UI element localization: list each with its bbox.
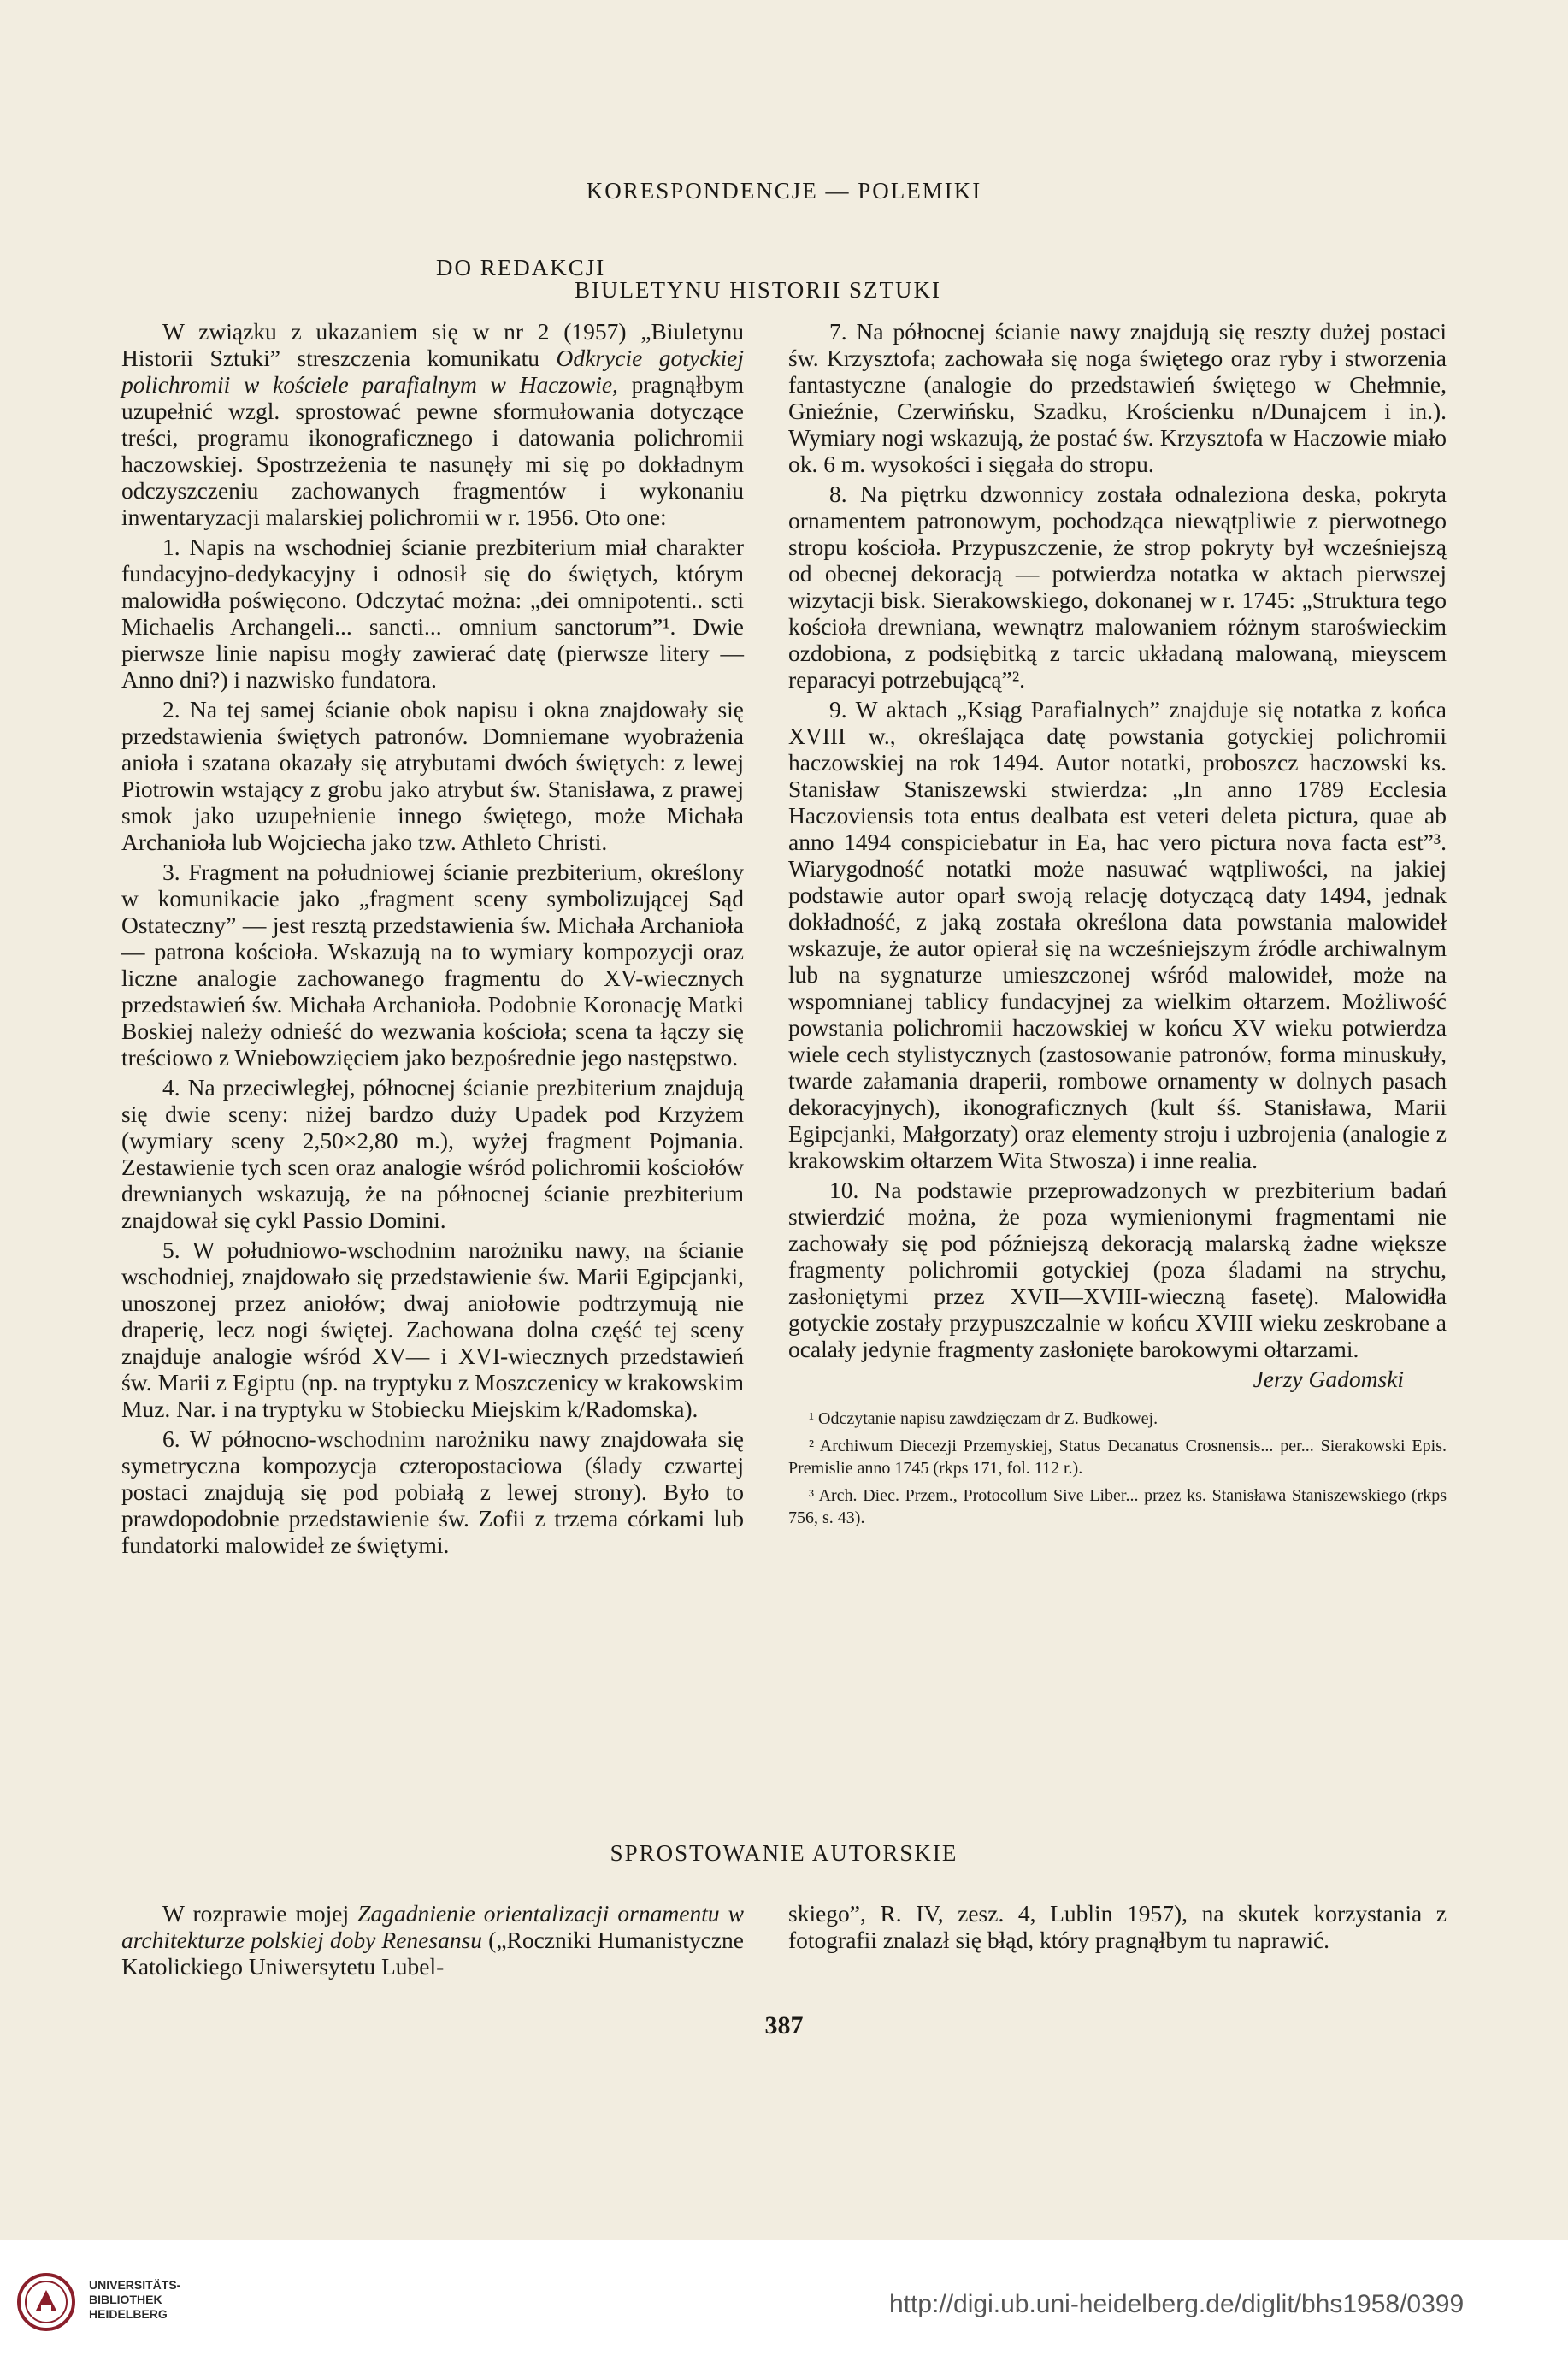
seal-icon — [15, 2271, 77, 2333]
paragraph-2: 2. Na tej samej ścianie obok napisu i okna znajdowały się przedstawienia świętych patronów. Domniemane wyobrażenia anioła i szatana okazały się atrybutami dwóch świętych: z lewej Piotrowin wstający z grobu jako atrybut św. Stanisława, z prawej smok jako uzupełnienie innego świętego, może Michała Archanioła lub Wojciecha jako tzw. Athleto Christi. — [121, 696, 744, 855]
paragraph-6: 6. W północno-wschodnim narożniku nawy znajdowała się symetryczna kompozycja czteropostaciowa (ślady czwartej postaci znajdują się pod pobiałą z lewej strony). Było to prawdopodobnie przedstawienie św. Zofii z trzema córkami lub fundatorki malowideł ze świętymi. — [121, 1426, 744, 1558]
intro-title: Odkrycie gotyckiej polichromii w kościele parafialnym w Haczowie, — [121, 345, 744, 398]
correction-title: Zagadnienie orientalizacji ornamentu w architekturze polskiej doby Renesansu — [121, 1900, 744, 1953]
intro-paragraph — [121, 318, 744, 530]
intro-text-b: pragnąłbym uzupełnić wzgl. sprostować pewne sformułowania dotyczące treści, programu ikonograficznego i datowania polichromii haczowskiej. Spostrzeżenia te nasunęły mi się po dokładnym odczyszczeniu zachowanych fragmentów i wykonaniu inwentaryzacji malarskiej polichromii w r. 1956. Oto one: — [121, 371, 744, 530]
correction-paragraph-left — [121, 1900, 744, 1980]
correction-text-a: W rozprawie mojej — [162, 1900, 358, 1927]
right-column — [788, 318, 1447, 1534]
intro-text-a: W związku z ukazaniem się w nr 2 (1957) „Biuletynu Historii Sztuki” streszczenia komunikatu — [121, 318, 744, 371]
paragraph-5: 5. W południowo-wschodnim narożniku nawy, na ścianie wschodniej, znajdowało się przedstawienie św. Marii Egipcjanki, unoszonej przez aniołów; dwaj aniołowie podtrzymują nie draperię, lecz nogi świętej. Zachowana dolna część tej sceny znajduje analogie wśród XV— i XVI-wiecznych przedstawień św. Marii z Egiptu (np. na tryptyku z Moszczenicy w krakowskim Muz. Nar. i na tryptyku w Stobiecku Miejskim k/Radomska). — [121, 1237, 744, 1422]
running-head: KORESPONDENCJE — POLEMIKI — [586, 178, 982, 204]
library-footer — [0, 2240, 1568, 2367]
correction-heading: SPROSTOWANIE AUTORSKIE — [610, 1840, 958, 1866]
paragraph-10: 10. Na podstawie przeprowadzonych w prezbiterium badań stwierdzić można, że poza wymienionymi fragmentami nie zachowały się pod późniejszą dekoracją malarską żadne większe fragmenty polichromii gotyckiej (poza śladami na strychu, zasłoniętymi przez XVII—XVIII-wieczną fasetę). Malowidła gotyckie zostały przypuszczalnie w końcu XVIII wieku zeskrobane a ocalały jedynie fragmenty zasłonięte barokowymi ołtarzami. — [788, 1177, 1447, 1362]
correction-right — [788, 1900, 1447, 1953]
library-name-line-2: BIBLIOTHEK — [89, 2293, 162, 2306]
permalink-url[interactable]: http://digi.ub.uni-heidelberg.de/diglit/bhs1958/0399 — [889, 2290, 1465, 2318]
library-name-line-3: HEIDELBERG — [89, 2307, 168, 2321]
paragraph-4: 4. Na przeciwległej, północnej ścianie prezbiterium znajdują się dwie sceny: niżej bardzo duży Upadek pod Krzyżem (wymiary sceny 2,50×2,80 m.), wyżej fragment Pojmania. Zestawienie tych scen oraz analogie wśród polichromii kościołów drewnianych wskazują, że na północnej ścianie prezbiterium znajdował się cykl Passio Domini. — [121, 1074, 744, 1233]
correction-left — [121, 1900, 744, 1980]
paragraph-8: 8. Na piętrku dzwonnicy została odnaleziona deska, pokryta ornamentem patronowym, pochodząca niewątpliwie z pierwotnego stropu kościoła. Przypuszczenie, że strop pokryty był wcześniejszą od obecnej dekoracją — potwierdza notatka w aktach pierwszej wizytacji bisk. Sierakowskiego, dokonanej w r. 1745: „Struktura tego kościoła drewniana, wewnątrz malowaniem różnym staroświeckim ozdobiona, z podsiębitką z tarcic układaną malowaną, mieyscem reparacyi potrzebującą”². — [788, 481, 1447, 693]
library-name — [89, 2278, 180, 2322]
addressee-line-2: BIULETYNU HISTORII SZTUKI — [575, 277, 941, 303]
correction-paragraph-right: skiego”, R. IV, zesz. 4, Lublin 1957), na skutek korzystania z fotografii znalazł się błąd, który pragnąłbym tu naprawić. — [788, 1900, 1447, 1953]
page-number: 387 — [764, 2011, 804, 2039]
addressee-line-1: DO REDAKCJI — [436, 255, 606, 280]
footnote-2: ² Archiwum Diecezji Przemyskiej, Status Decanatus Crosnensis... per... Sierakowski Epis. Premislie anno 1745 (rkps 171, fol. 112 r.). — [788, 1437, 1447, 1478]
left-column — [121, 318, 744, 1558]
footnote-1: ¹ Odczytanie napisu zawdzięczam dr Z. Budkowej. — [809, 1409, 1158, 1428]
footnotes — [788, 1408, 1447, 1529]
correction-text-b: („Roczniki Humanistyczne Katolickiego Uniwersytetu Lubel- — [121, 1927, 744, 1980]
paragraph-1: 1. Napis na wschodniej ścianie prezbiterium miał charakter fundacyjno-dedykacyjny i odnosił się do świętych, którym malowidła poświęcono. Odczytać można: „dei omnipotenti.. scti Michaelis Archangeli... sancti... omnium sanctorum”¹. Dwie pierwsze linie napisu mogły zawierać datę (pierwsze litery — Anno dni?) i nazwisko fundatora. — [121, 534, 744, 693]
library-name-line-1: UNIVERSITÄTS- — [89, 2278, 181, 2292]
author-signature: Jerzy Gadomski — [1253, 1366, 1404, 1392]
paragraph-7: 7. Na północnej ścianie nawy znajdują się reszty dużej postaci św. Krzysztofa; zachowała się noga świętego oraz ryby i stworzenia fantastyczne (analogie do przedstawień świętego w Chełmnie, Gnieźnie, Czerwińsku, Szadku, Krościenku n/Dunajcem i in.). Wymiary nogi wskazują, że postać św. Krzysztofa w Haczowie miało ok. 6 m. wysokości i sięgała do stropu. — [788, 318, 1447, 477]
footnote-3: ³ Arch. Diec. Przem., Protocollum Sive Liber... przez ks. Stanisława Staniszewskiego (rkps 756, s. 43). — [788, 1486, 1447, 1527]
paragraph-3: 3. Fragment na południowej ścianie prezbiterium, określony w komunikacie jako „fragment sceny symbolizującej Sąd Ostateczny” — jest resztą przedstawienia św. Michała Archanioła — patrona kościoła. Wskazują na to wymiary kompozycji oraz liczne analogie zachowanego fragmentu do XV-wiecznych przedstawień św. Michała Archanioła. Podobnie Koronację Matki Boskiej należy odnieść do wezwania kościoła; scena ta łączy się treściowo z Wniebowzięciem jako bezpośrednie jego następstwo. — [121, 859, 744, 1071]
paragraph-9: 9. W aktach „Ksiąg Parafialnych” znajduje się notatka z końca XVIII w., określająca datę powstania gotyckiej polichromii haczowskiej na rok 1494. Autor notatki, proboszcz haczowski ks. Stanisław Staniszewski stwierdza: „In anno 1789 Ecclesia Haczoviensis tota entus dealbata est veteri deleta pictura, quae ab anno 1494 conspiciebatur in Ea, hac vero pictura nova facta est”³. Wiarygodność notatki może nasuwać wątpliwości, na jakiej podstawie autor oparł swoją relację dotyczącą daty 1494, jednak dokładność, z jaką została określona data powstania malowideł wskazuje, że autor opierał się na wcześniejszym źródle archiwalnym lub na sygnaturze umieszczonej wśród malowideł, może na wspomnianej tablicy fundacyjnej za wielkim ołtarzem. Możliwość powstania polichromii haczowskiej w końcu XV wieku potwierdza wiele cech stylistycznych (zastosowanie patronów, forma minuskuły, twarde załamania draperii, rombowe ornamenty w dolnych pasach dekoracyjnych), ikonograficznych (kult śś. Stanisława, Marii Egipcjanki, Małgorzaty) oraz elementy stroju i uzbrojenia (analogie z krakowskim ołtarzem Wita Stwosza) i inne realia. — [788, 696, 1447, 1173]
